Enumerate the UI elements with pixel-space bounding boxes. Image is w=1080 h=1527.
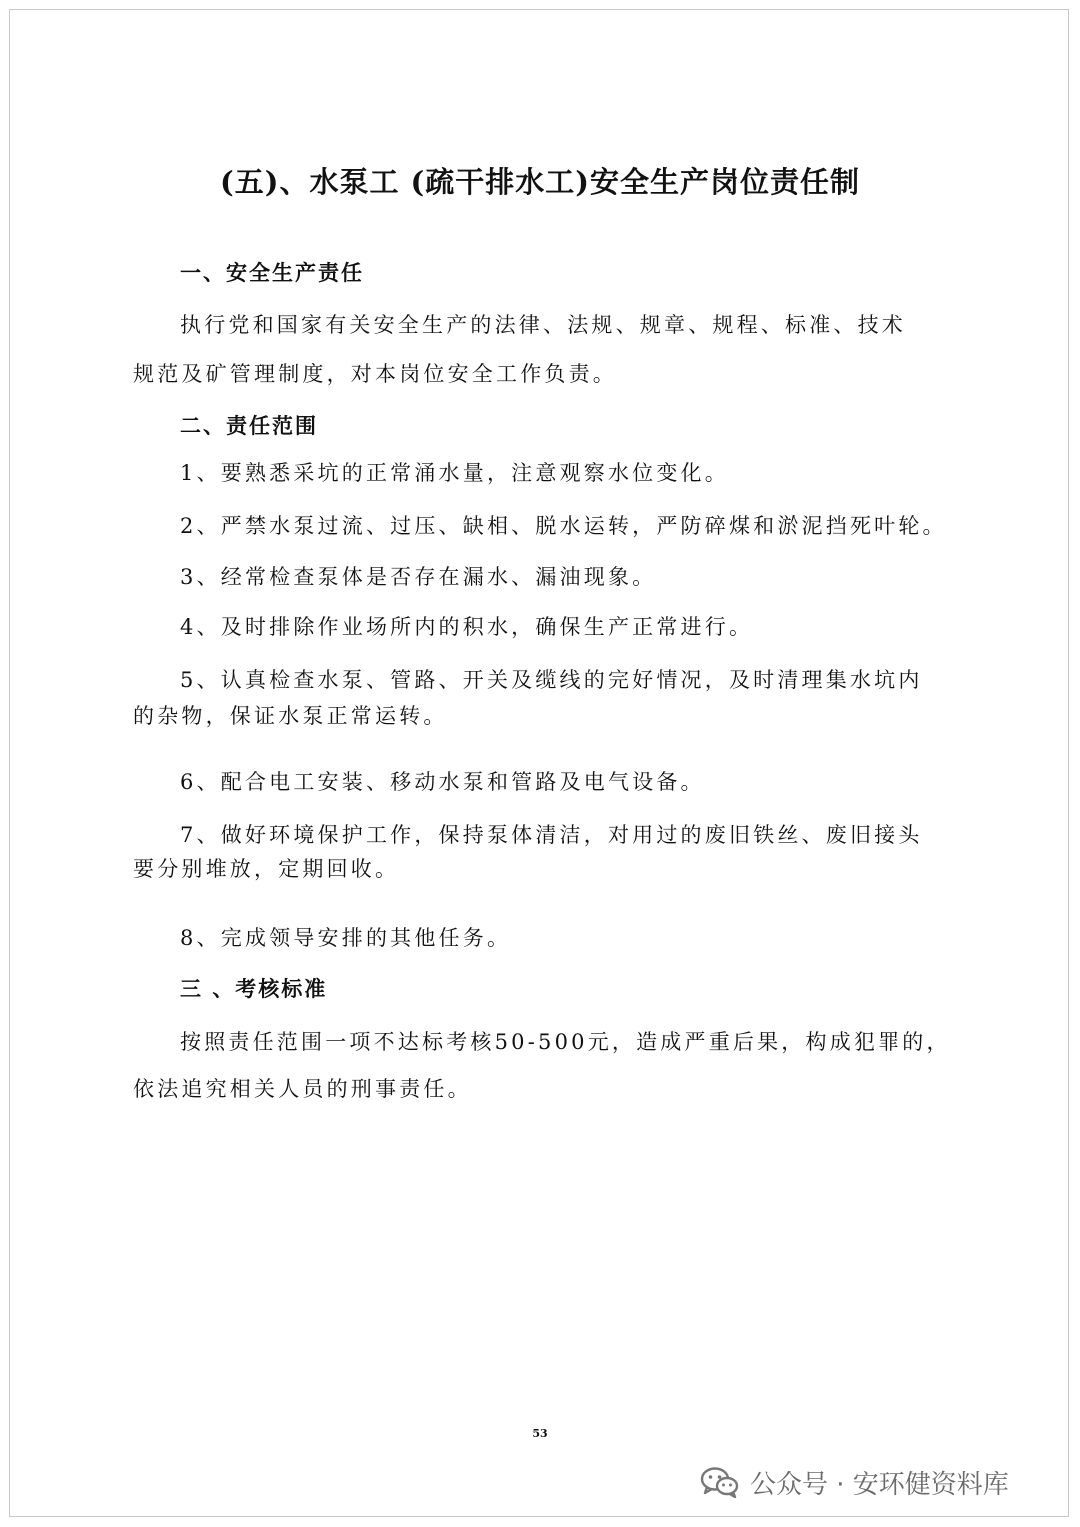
list-item: 8、完成领导安排的其他任务。 (180, 926, 512, 950)
list-item: 3、经常检查泵体是否存在漏水、漏油现象。 (180, 565, 657, 589)
list-item: 4、及时排除作业场所内的积水，确保生产正常进行。 (180, 615, 754, 639)
wechat-icon (700, 1466, 740, 1498)
page-border (9, 9, 1069, 1517)
paragraph-line: 规范及矿管理制度，对本岗位安全工作负责。 (133, 362, 617, 386)
page-title: (五)、水泵工 (疏干排水工)安全生产岗位责任制 (220, 165, 860, 199)
section-heading-3: 三 、考核标准 (180, 976, 328, 1001)
list-item: 7、做好环境保护工作，保持泵体清洁，对用过的废旧铁丝、废旧接头 (180, 823, 923, 847)
list-item-continuation: 要分别堆放，定期回收。 (133, 857, 400, 881)
page-number: 53 (532, 1427, 548, 1440)
paragraph-line: 按照责任范围一项不达标考核50-500元，造成严重后果，构成犯罪的， (180, 1030, 951, 1054)
paragraph-line: 执行党和国家有关安全生产的法律、法规、规章、规程、标准、技术 (180, 313, 906, 337)
list-item: 5、认真检查水泵、管路、开关及缆线的完好情况，及时清理集水坑内 (180, 668, 923, 692)
watermark-text: 公众号 · 安环健资料库 (750, 1469, 1009, 1500)
section-heading-2: 二、责任范围 (180, 413, 318, 438)
list-item: 1、要熟悉采坑的正常涌水量，注意观察水位变化。 (180, 461, 729, 485)
section-heading-1: 一、安全生产责任 (180, 260, 364, 285)
list-item: 6、配合电工安装、移动水泵和管路及电气设备。 (180, 770, 705, 794)
list-item-continuation: 的杂物，保证水泵正常运转。 (133, 704, 448, 728)
watermark (700, 1460, 1060, 1504)
list-item: 2、严禁水泵过流、过压、缺相、脱水运转，严防碎煤和淤泥挡死叶轮。 (180, 514, 947, 538)
paragraph-line: 依法追究相关人员的刑事责任。 (133, 1077, 472, 1101)
